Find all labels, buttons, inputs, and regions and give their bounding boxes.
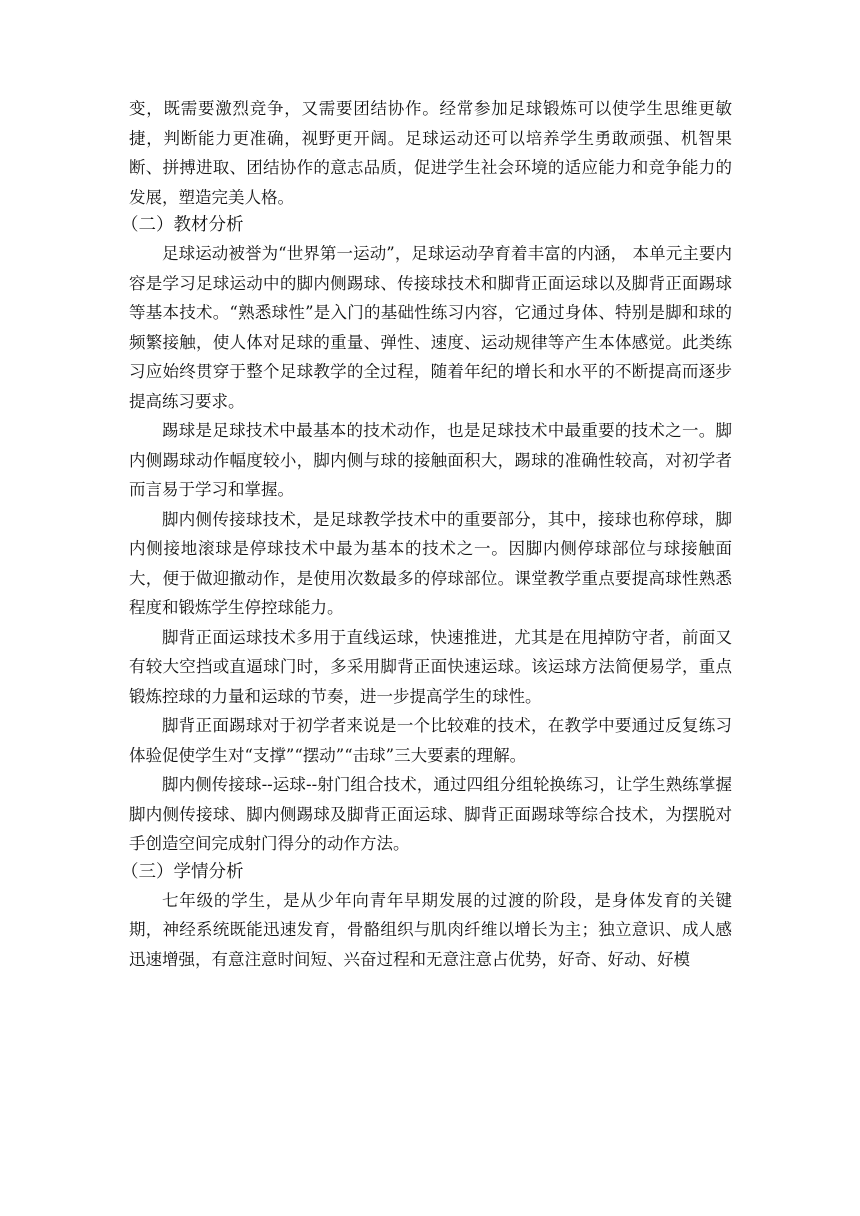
paragraph-intro-continued: 变，既需要激烈竞争，又需要团结协作。经常参加足球锻炼可以使学生思维更敏捷，判断能力更准确，视野更开阔。足球运动还可以培养学生勇敢顽强、机智果断、拼搏进取、团结协作的意志品质，促进学生社会环境的适应能力和竞争能力的发展，塑造完美人格。	[129, 99, 732, 207]
paragraph-kicking: 踢球是足球技术中最基本的技术动作，也是足球技术中最重要的技术之一。脚内侧踢球动作幅度较小，脚内侧与球的接触面积大，踢球的准确性较高，对初学者而言易于学习和掌握。	[129, 421, 732, 499]
paragraph-instep-kick: 脚背正面踢球对于初学者来说是一个比较难的技术，在教学中要通过反复练习体验促使学生对“支撑”“摆动”“击球”三大要素的理解。	[129, 716, 732, 765]
paragraph-passing-receiving: 脚内侧传接球技术，是足球教学技术中的重要部分，其中，接球也称停球，脚内侧接地滚球是停球技术中最为基本的技术之一。因脚内侧停球部位与球接触面大，便于做迎撤动作，是使用次数最多的停球部位。课堂教学重点要提高球性熟悉程度和锻炼学生停控球能力。	[129, 509, 732, 617]
paragraph-textbook-overview: 足球运动被誉为“世界第一运动”，足球运动孕育着丰富的内涵， 本单元主要内容是学习足球运动中的脚内侧踢球、传接球技术和脚背正面运球以及脚背正面踢球等基本技术。“熟悉球性”是入门的基础性练习内容，它通过身体、特别是脚和球的频繁接触，使人体对足球的重量、弹性、速度、运动规律等产生本体感觉。此类练习应始终贯穿于整个足球教学的全过程，随着年纪的增长和水平的不断提高而逐步提高练习要求。	[129, 244, 732, 411]
paragraph-dribbling: 脚背正面运球技术多用于直线运球，快速推进，尤其是在甩掉防守者，前面又有较大空挡或直逼球门时，多采用脚背正面快速运球。该运球方法简便易学，重点锻炼控球的力量和运球的节奏，进一步提高学生的球性。	[129, 627, 732, 706]
paragraph-combination-technique: 脚内侧传接球--运球--射门组合技术，通过四组分组轮换练习，让学生熟练掌握脚内侧传接球、脚内侧踢球及脚背正面运球、脚背正面踢球等综合技术，为摆脱对手创造空间完成射门得分的动作方法。	[129, 775, 732, 853]
section-heading-textbook-analysis: （二）教材分析	[121, 215, 244, 235]
paragraph-learner-characteristics: 七年级的学生，是从少年向青年早期发展的过渡的阶段，是身体发育的关键期，神经系统既能迅速发育，骨骼组织与肌肉纤维以增长为主；独立意识、成人感迅速增强，有意注意时间短、兴奋过程和无意注意占优势，好奇、好动、好模	[129, 890, 732, 969]
document-body	[121, 94, 732, 974]
section-heading-learner-analysis: （三）学情分析	[121, 861, 244, 882]
